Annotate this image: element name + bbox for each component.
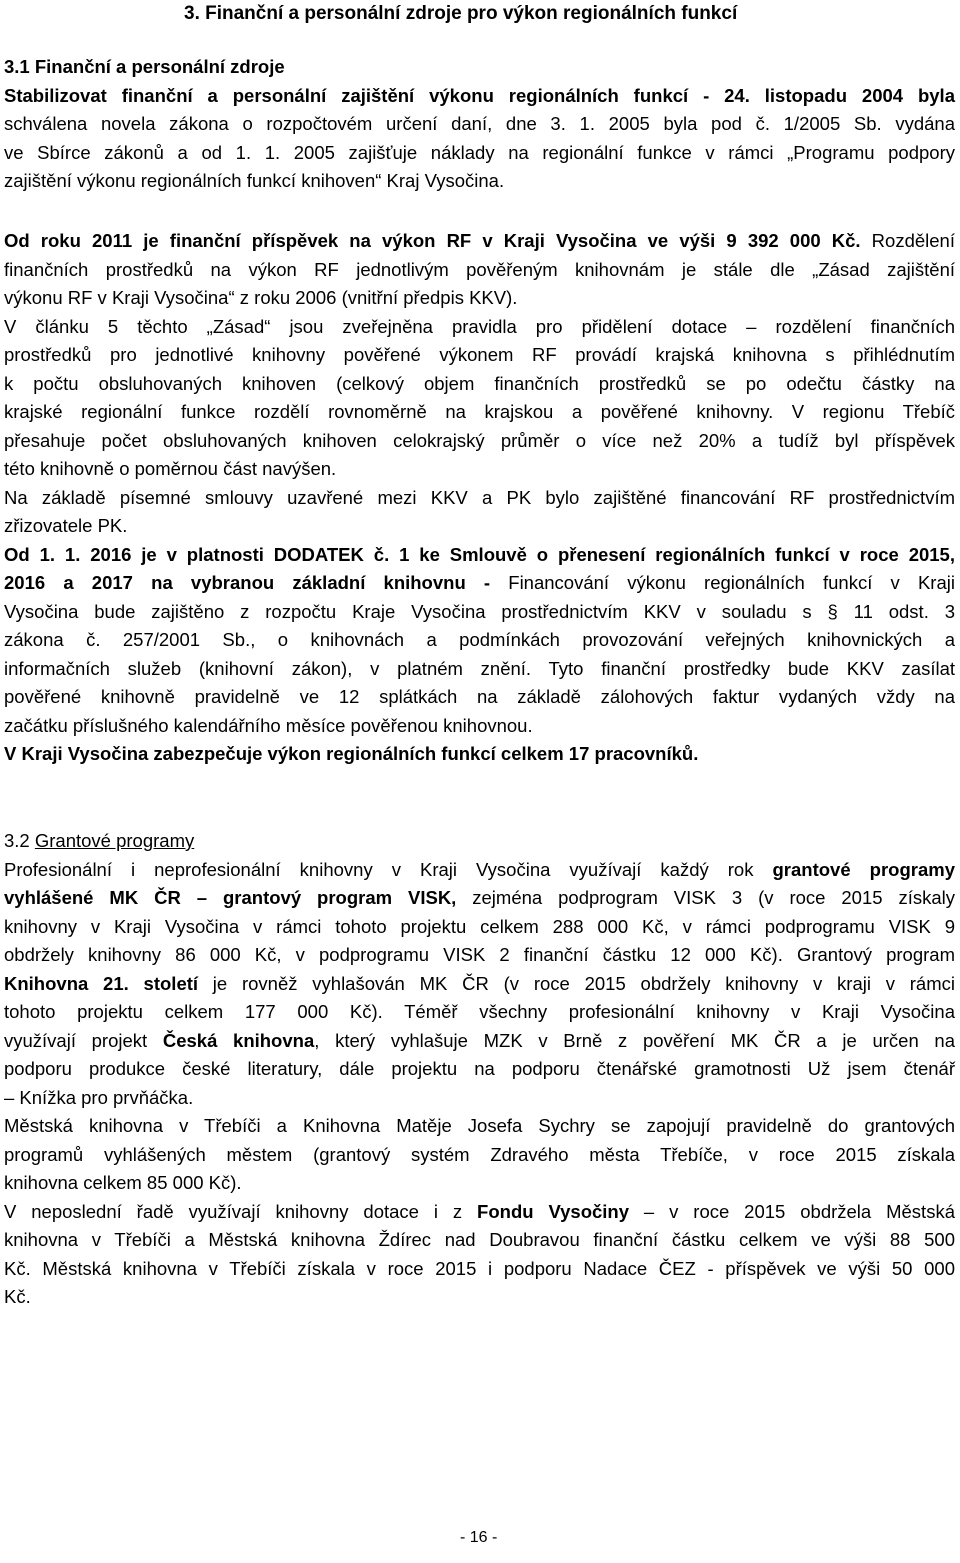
grant-line: knihovna v Třebíči a Městská knihovna Ždírec nad Doubravou finanční částku celkem ve výši 88 500: [4, 1229, 955, 1250]
section-1: [4, 53, 955, 196]
section-2-title: Grantové programy: [34, 830, 195, 851]
section-1-line: schválena novela zákona o rozpočtovém určení daní, dne 3. 1. 2005 byla pod č. 1/2005 Sb. vydána: [4, 113, 955, 134]
dodatek-line: 2016 a 2017 na vybranou základní knihovnu - Financování výkonu regionálních funkcí v Kraji: [4, 572, 955, 593]
section-1-line: zajištění výkonu regionálních funkcí knihoven“ Kraj Vysočina.: [4, 170, 505, 191]
grant-line: V neposlední řadě využívají knihovny dotace i z Fondu Vysočiny – v roce 2015 obdržela Městská: [4, 1200, 955, 1222]
funding-line: přesahuje počet obsluhovaných knihoven celokrajský průměr o více než 20% a tudíž byl příspěvek: [4, 429, 955, 451]
grant-line: programů vyhlášených městem (grantový systém Zdravého města Třebíče, v roce 2015 získala: [4, 1143, 955, 1165]
grant-line: Městská knihovna v Třebíči a Knihovna Matěje Josefa Sychry se zapojují pravidelně do grantových: [4, 1115, 955, 1136]
dodatek-line: informačních služeb (knihovní zákon), v platném znění. Tyto finanční prostředky bude KKV zasílat: [4, 657, 955, 679]
section-2: [4, 827, 955, 1312]
funding-line: k počtu obsluhovaných knihoven (celkový objem finančních prostředků se po odečtu částky na: [4, 372, 955, 394]
grant-line: knihovna celkem 85 000 Kč).: [4, 1172, 242, 1193]
funding-line: Na základě písemné smlouvy uzavřené mezi KKV a PK bylo zajištěné financování RF prostřednictvím: [4, 486, 955, 508]
section-1-funding: [4, 227, 955, 769]
grant-line: Profesionální i neprofesionální knihovny v Kraji Vysočina využívají každý rok grantové programy: [4, 858, 955, 880]
funding-line: Od roku 2011 je finanční příspěvek na výkon RF v Kraji Vysočina ve výši 9 392 000 Kč. Rozdělení: [4, 230, 955, 251]
funding-line: této knihovně o poměrnou část navýšen.: [4, 458, 337, 479]
grant-line: obdržely knihovny 86 000 Kč, v podprogramu VISK 2 finanční částku 12 000 Kč). Grantový program: [4, 944, 955, 965]
section-2-heading: 3.2 Grantové programy: [4, 830, 195, 851]
funding-line: finančních prostředků na výkon RF jednotlivým pověřeným knihovnám je stále dle „Zásad zajištění: [4, 258, 955, 280]
grant-line: knihovny v Kraji Vysočina v rámci tohoto projektu celkem 288 000 Kč, v rámci podprogramu VISK 9: [4, 915, 955, 937]
funding-line: prostředků pro jednotlivé knihovny pověřené výkonem RF provádí krajská knihovna s přihlédnutím: [4, 344, 955, 365]
grant-line: vyhlášené MK ČR – grantový program VISK, zejména podprogram VISK 3 (v roce 2015 získaly: [4, 887, 955, 908]
grant-line: podporu produkce české literatury, dále projektu na podporu čtenářské gramotnosti Už jsem čtenář: [4, 1058, 955, 1079]
grant-line: Knihovna 21. století je rovněž vyhlašován MK ČR (v roce 2015 obdržely knihovny v kraji v rámci: [4, 972, 955, 994]
dodatek-line: pověřené knihovně pravidelně ve 12 splátkách na základě zálohových faktur vydaných vždy na: [4, 686, 955, 707]
dodatek-line: začátku příslušného kalendářního měsíce pověřenou knihovnou.: [4, 714, 533, 736]
funding-line: zřizovatele PK.: [4, 515, 128, 536]
dodatek-line: Od 1. 1. 2016 je v platnosti DODATEK č. 1 ke Smlouvě o přenesení regionálních funkcí v roce 2015,: [4, 543, 955, 565]
grant-line: Kč.: [4, 1286, 31, 1307]
grant-line: Kč. Městská knihovna v Třebíči získala v roce 2015 i podporu Nadace ČEZ - příspěvek ve výši 50 000: [4, 1257, 955, 1279]
funding-line: výkonu RF v Kraji Vysočina“ z roku 2006 (vnitřní předpis KKV).: [4, 287, 518, 308]
section-1-line: Stabilizovat finanční a personální zajištění výkonu regionálních funkcí - 24. listopadu 2004 byla: [4, 84, 955, 106]
grant-line: tohoto projektu celkem 177 000 Kč). Téměř všechny profesionální knihovny v Kraji Vysočina: [4, 1001, 955, 1022]
funding-amount-text: Od roku 2011 je finanční příspěvek na výkon RF v Kraji Vysočina ve výši 9 392 000 Kč.: [4, 230, 861, 251]
funding-line: krajské regionální funkce rozdělí rovnoměrně na krajskou a pověřené knihovny. V regionu Třebíč: [4, 401, 955, 422]
page-number: - 16 -: [460, 1529, 498, 1546]
grant-line: využívají projekt Česká knihovna, který vyhlašuje MZK v Brně z pověření MK ČR a je určen na: [4, 1029, 955, 1051]
chapter-heading: 3. Finanční a personální zdroje pro výkon regionálních funkcí: [184, 3, 738, 24]
grant-line: – Knížka pro prvňáčka.: [4, 1086, 194, 1108]
workforce-summary: V Kraji Vysočina zabezpečuje výkon regionálních funkcí celkem 17 pracovníků.: [4, 743, 699, 764]
section-1-heading: 3.1 Finanční a personální zdroje: [4, 56, 285, 77]
section-1-line: ve Sbírce zákonů a od 1. 1. 2005 zajišťuje náklady na regionální funkce v rámci „Programu podpory: [4, 141, 955, 163]
funding-line: V článku 5 těchto „Zásad“ jsou zveřejněna pravidla pro přidělení dotace – rozdělení finančních: [4, 315, 955, 337]
dodatek-line: Vysočina bude zajištěno z rozpočtu Kraje Vysočina prostřednictvím KKV v souladu s § 11 odst. 3: [4, 600, 955, 622]
dodatek-line: zákona č. 257/2001 Sb., o knihovnách a podmínkách provozování veřejných knihovnických a: [4, 629, 955, 650]
